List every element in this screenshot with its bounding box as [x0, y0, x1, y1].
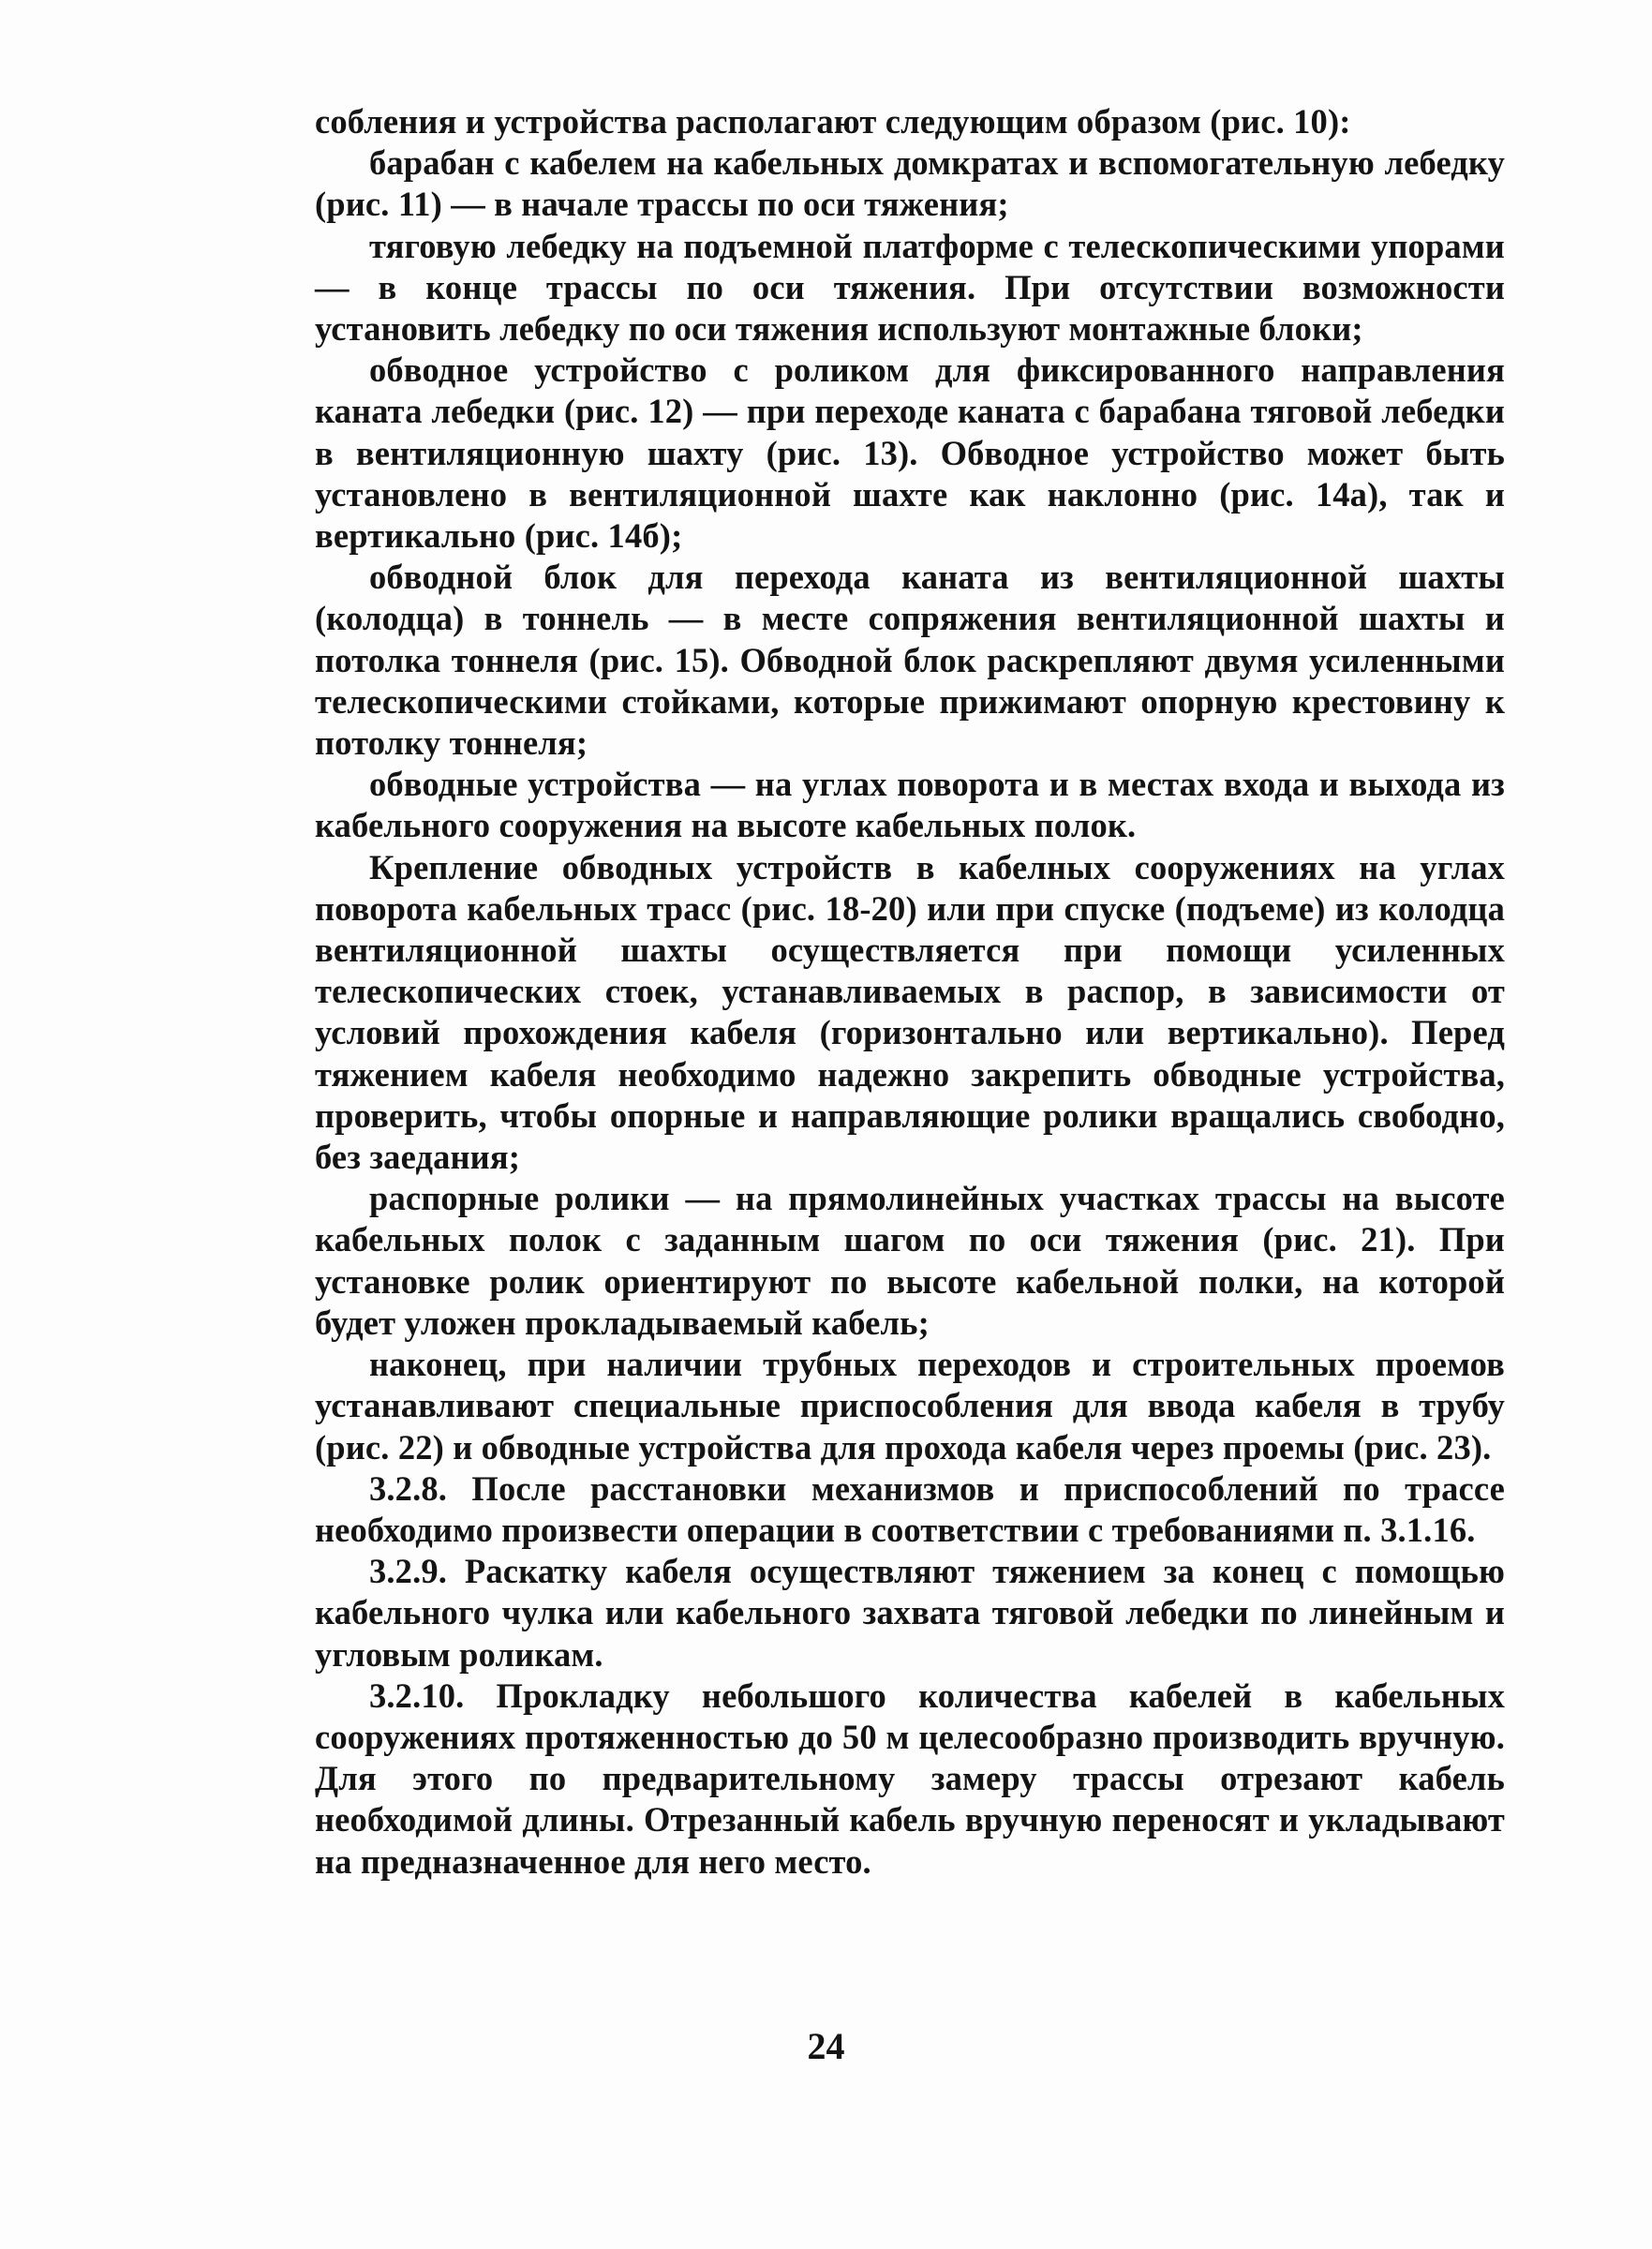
- paragraph-section-3-2-9: 3.2.9. Раскатку кабеля осуществляют тяжением за конец с помощью кабельного чулка или кабельного захвата тяговой лебедки по линейным и угловым роликам.: [315, 1552, 1505, 1674]
- paragraph-section-3-2-8: 3.2.8. После расстановки механизмов и приспособлений по трассе необходимо произвести операции в соответствии с требованиями п. 3.1.16.: [315, 1468, 1505, 1549]
- paragraph-section-3-2-10: 3.2.10. Прокладку небольшого количества кабелей в кабельных сооружениях протяженностью до 50 м целесообразно производить вручную. Для этого по предварительному замеру трассы отрезают кабель необходимой длины. Отрезанный кабель вручную переносят и укладывают на предназначенное для него место.: [315, 1676, 1505, 1881]
- paragraph-mounting-bypass-devices: Крепление обводных устройств в кабелных сооружениях на углах поворота кабельных трасс (рис. 18-20) или при спуске (подъеме) из колодца вентиляционной шахты осуществляется при помощи усиленных телескопических стоек, устанавливаемых в распор, в зависимости от условий прохождения кабеля (горизонтально или вертикально). Перед тяжением кабеля необходимо надежно закрепить обводные устройства, проверить, чтобы опорные и направляющие ролики вращались свободно, без заедания;: [315, 847, 1505, 1177]
- paragraph-drum-and-winch: барабан с кабелем на кабельных домкратах и вспомогательную лебедку (рис. 11) — в начале трассы по оси тяжения;: [315, 143, 1505, 224]
- paragraph-continuation: собления и устройства располагают следующим образом (рис. 10):: [315, 102, 1351, 141]
- paragraph-pipe-crossings: наконец, при наличии трубных переходов и строительных проемов устанавливают специальные приспособления для ввода кабеля в трубу (рис. 22) и обводные устройства для прохода кабеля через проемы (рис. 23).: [315, 1345, 1505, 1467]
- paragraph-bypass-device-roller: обводное устройство с роликом для фиксированного направления каната лебедки (рис. 12) — при переходе каната с барабана тяговой лебедки в вентиляционную шахту (рис. 13). Обводное устройство может быть установлено в вентиляционной шахте как наклонно (рис. 14а), так и вертикально (рис. 14б);: [315, 350, 1505, 556]
- page-number: 24: [807, 2025, 845, 2067]
- paragraph-bypass-block: обводной блок для перехода каната из вентиляционной шахты (колодца) в тоннель — в месте сопряжения вентиляционной шахты и потолка тоннеля (рис. 15). Обводной блок раскрепляют двумя усиленными телескопическими стойками, которые прижимают опорную крестовину к потолку тоннеля;: [315, 558, 1505, 763]
- paragraph-bypass-devices-corners: обводные устройства — на углах поворота и в местах входа и выхода из кабельного сооружения на высоте кабельных полок.: [315, 765, 1505, 845]
- paragraph-spacer-rollers: распорные ролики — на прямолинейных участках трассы на высоте кабельных полок с заданным шагом по оси тяжения (рис. 21). При установке ролик ориентируют по высоте кабельной полки, на которой будет уложен прокладываемый кабель;: [315, 1179, 1505, 1342]
- paragraph-traction-winch: тяговую лебедку на подъемной платформе с телескопическими упорами — в конце трассы по оси тяжения. При отсутствии возможности установить лебедку по оси тяжения используют монтажные блоки;: [315, 226, 1505, 349]
- body-text: [315, 101, 1505, 1883]
